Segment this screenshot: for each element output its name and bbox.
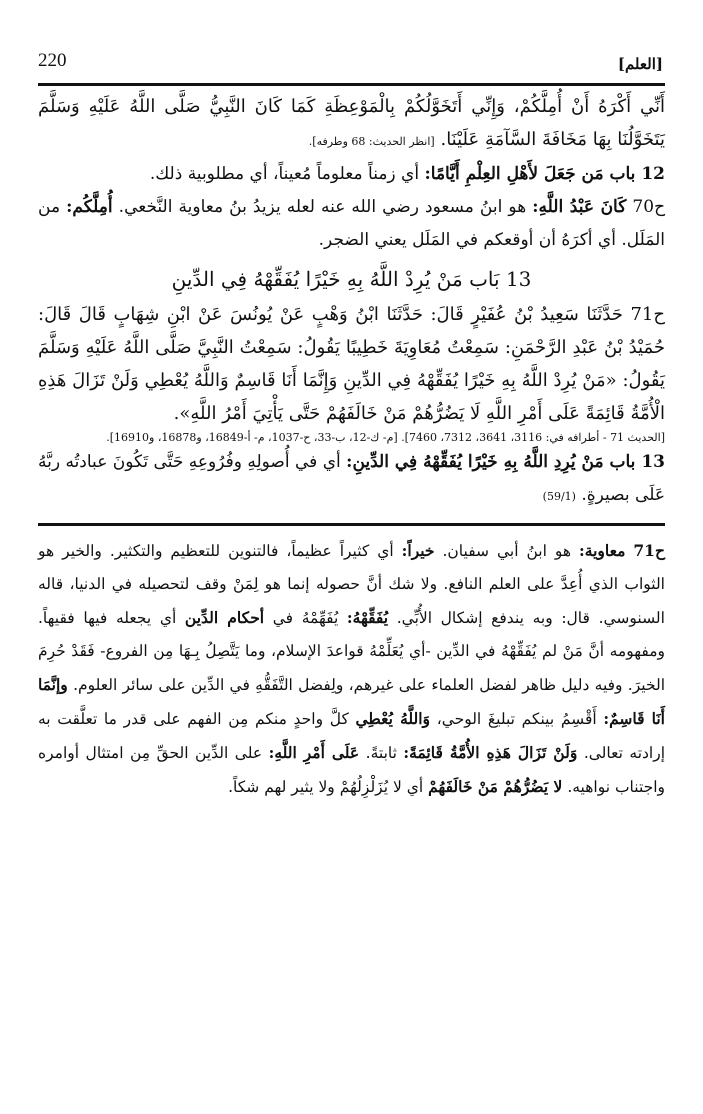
commentary-text: أي لا يُزَلْزِلُهُمْ ولا يثير لهم شكاً. (228, 778, 424, 796)
commentary-label: ح71 (633, 541, 665, 560)
bab-13-gloss: أي في أُصولِهِ وفُرُوعِهِ حَتَّى تَكُونَ عبادتُه ربَّهُ عَلَى بصيرةٍ. (38, 452, 665, 505)
section-title: [العلم] (617, 55, 663, 73)
bab-13 (38, 446, 665, 513)
hadith-70-text-1: هو ابنُ مسعود رضي الله عنه لعله يزيدُ بنُ معاوية النَّخعي. (118, 197, 527, 217)
page-number: 220 (38, 50, 67, 71)
hadith-71-label: ح71 (630, 304, 665, 325)
page-content (38, 90, 665, 804)
commentary-text: يُفَهِّمْهُ في (272, 609, 339, 627)
commentary-text: أَقْسِمُ بينكم تبليغَ الوحي، (436, 710, 597, 728)
commentary-text: أي يجعله فيها فقيهاً. ومفهومه أنَّ مَنْ لم يُفَقِّهْهُ في الدِّين -أي يُعَلِّمْهُ قواعدَ الإسلام، وما يَتَّصِلُ بِـهَا مِن الفروع- فَقَدْ حُرِمَ الخيرَ. وفيه دليل ظاهر لفضل العلماء على غيرهم، ولِفضل التَّفَقُّهِ في الدِّين على سائر العلوم. (38, 609, 666, 694)
bab-13-marker: (59/1) (542, 490, 576, 503)
bab-12-gloss: أي زمناً معلوماً مُعيناً، أي مطلوبية ذلك. (149, 164, 420, 184)
commentary-text: على الدِّين الحقِّ مِن امتثال أوامره واجتناب نواهيه. (38, 744, 665, 796)
hadith-71-text: حَدَّثَنَا سَعِيدُ بْنُ عُفَيْرٍ قَالَ: حَدَّثَنَا ابْنُ وَهْبٍ عَنْ يُونُسَ عَنْ ابْنِ شِهَابٍ قَالَ قَالَ: حُمَيْدُ بْنُ عَبْدِ الرَّحْمَنِ: سَمِعْتُ مُعَاوِيَةَ خَطِيبًا يَقُولُ: سَمِعْتُ النَّبِيَّ صَلَّى اللَّهُ عَلَيْهِ وَسَلَّمَ يَقُولُ: «مَنْ يُرِدْ اللَّهُ بِهِ خَيْرًا يُفَقِّهْهُ فِي الدِّينِ وَإِنَّمَا أَنَا قَاسِمٌ وَاللَّهُ يُعْطِي وَلَنْ تَزَالَ هَذِهِ الْأُمَّةُ قَائِمَةً عَلَى أَمْرِ اللَّهِ لَا يَضُرُّهُمْ مَنْ خَالَفَهُمْ حَتَّى يَأْتِيَ أَمْرُ اللَّهِ». (38, 304, 665, 424)
bab-13-heading: 13 باب مَنْ يُرِدِ اللَّهُ بِهِ خَيْرًا يُفَقِّهْهُ فِي الدِّينِ: (346, 452, 666, 472)
commentary-text: ثابتةً. (365, 744, 397, 762)
commentary-keyword: وَاللَّهُ يُعْطِي (355, 709, 431, 728)
commentary-keyword: وإنَّمَا أَنَا قَاسِمٌ: (38, 675, 665, 728)
section-divider (38, 519, 665, 526)
top-hadith-ref: [انظر الحديث: 68 وطرفه]. (308, 135, 435, 148)
commentary-keyword: معاوية: (579, 541, 626, 560)
commentary-keyword: خيراً: (401, 541, 435, 560)
hadith-70-keyword-1: كَانَ عَبْدُ اللَّهِ: (532, 197, 627, 217)
hadith-71-ref: [الحديث 71 - أطرافه في: 3116، 3641، 7312، 7460]. [م- ك-12، ب-33، ح-1037، م- أ-16849، و16878، و16910]. (106, 431, 665, 444)
chapter-13-title: 13 بَاب مَنْ يُرِدْ اللَّهُ بِهِ خَيْرًا يُفَقِّهْهُ فِي الدِّينِ (171, 267, 532, 291)
hadith-70-keyword-2: أُمِلَّكُم: (66, 197, 113, 217)
commentary-keyword: أحكام الدِّين (184, 608, 265, 627)
commentary-text: كلَّ واحدٍ منكم مِن الفهم على قدر ما تعلَّقت به إرادته تعالى. (38, 710, 666, 762)
hadith-70-label: ح70 (632, 197, 666, 217)
bab-12-heading: 12 باب مَن جَعَلَ لأَهْلِ العِلْمِ أَيَّامًا: (424, 164, 665, 184)
commentary-keyword: لا يَضُرُّهُمْ مَنْ خَالَفَهُمْ (428, 777, 563, 796)
commentary-text: أي كثيراً عظيماً، فالتنوين للتعظيم والتكثير. والخير هو الثواب الذي أُعِدَّ على العلم النافع. ولا شك أنَّ حصوله إنما هو لِمَنْ وقف لتحصيله في الدنيا، قاله السنوسي. قال: وبه يندفع إشكال الأُبِّي. (38, 542, 665, 627)
hadith-71 (38, 298, 665, 430)
header-rule (38, 83, 665, 86)
hadith-70-text-2: من المَلَل. أي أكرَهُ أن أوقعكم في المَلَل يعني الضجر. (38, 197, 665, 250)
bab-12 (38, 158, 665, 191)
commentary-keyword: يُفَقِّهْهُ: (346, 608, 389, 627)
commentary-text: هو ابنُ أبي سفيان. (442, 542, 572, 560)
commentary-71 (38, 534, 665, 804)
top-hadith (38, 90, 665, 158)
hadith-70-commentary (38, 191, 665, 257)
commentary-keyword: عَلَى أَمْرِ اللَّهِ: (268, 743, 360, 762)
top-hadith-text: أَنِّي أَكْرَهُ أَنْ أُمِلَّكُمْ، وَإِنِّي أَتَخَوَّلُكُمْ بِالْمَوْعِظَةِ كَمَا كَانَ النَّبِيُّ صَلَّى اللَّهُ عَلَيْهِ وَسَلَّمَ يَتَخَوَّلُنَا بِهَا مَخَافَةَ السَّآمَةِ عَلَيْنَا. (38, 96, 665, 150)
commentary-keyword: وَلَنْ تَزَالَ هَذِهِ الأُمَّةُ قَائِمَةً: (403, 743, 578, 762)
